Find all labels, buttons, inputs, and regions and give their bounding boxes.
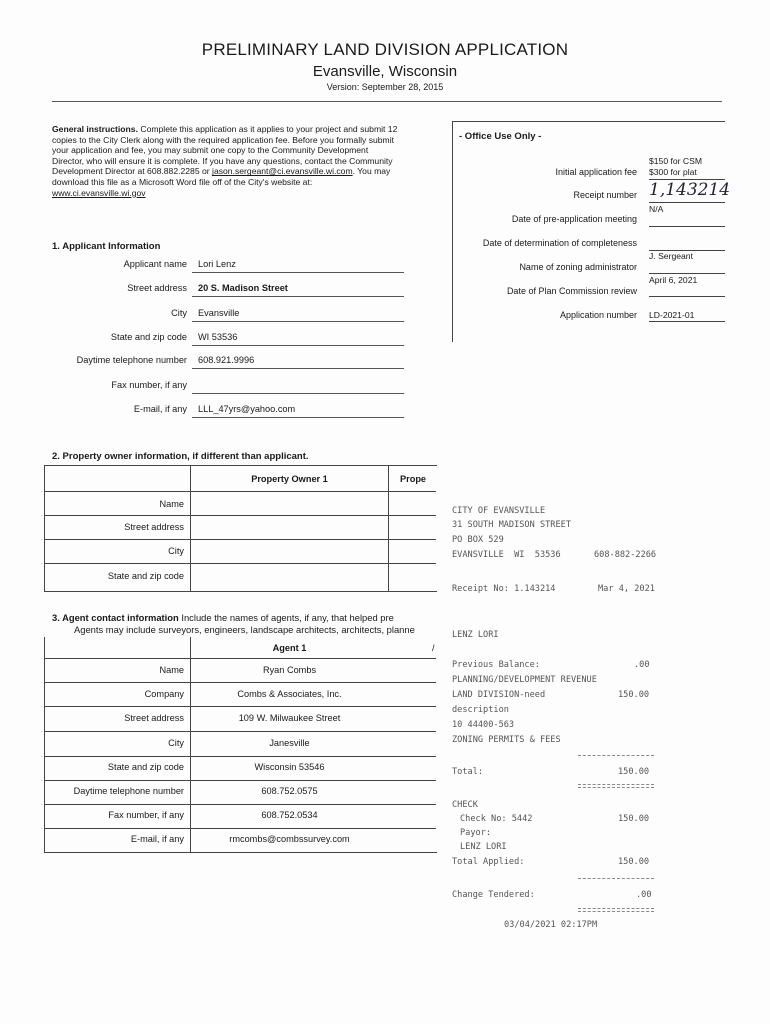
agent-2-header-fragment: / (432, 643, 435, 653)
table-row-divider (44, 539, 436, 540)
office-value-fee: $150 for CSM $300 for plat (649, 156, 703, 177)
page-subtitle: Evansville, Wisconsin (312, 63, 458, 80)
receipt-total-label: Total: (452, 767, 484, 777)
receipt-prev-value: .00 (634, 660, 650, 670)
section3-heading (52, 612, 394, 623)
office-label-zoning-admin: Name of zoning administrator (519, 262, 637, 272)
instructions-website-link[interactable]: www.ci.evansville.wi.gov (52, 187, 146, 198)
owner-name-label: Name (159, 499, 184, 509)
receipt-timestamp: 03/04/2021 02:17PM (504, 920, 598, 930)
state-zip-label: State and zip code (110, 332, 187, 342)
receipt-line1: PLANNING/DEVELOPMENT REVENUE (452, 675, 597, 685)
agent-phone-value[interactable]: 608.752.0575 (261, 786, 318, 796)
agent-1-header: Agent 1 (272, 643, 307, 653)
table-row-divider (44, 828, 436, 829)
field-underline (192, 321, 404, 322)
state-zip-value[interactable]: WI 53536 (198, 332, 238, 342)
instructions-email-link[interactable]: jason.sergeant@ci.evansville.wi.com (212, 166, 353, 177)
receipt-change-label: Change Tendered: (452, 890, 535, 900)
agent-email-value[interactable]: rmcombs@combssurvey.com (229, 834, 350, 844)
agent-state-zip-label: State and zip code (107, 762, 184, 772)
receipt-total-value: 150.00 (618, 767, 650, 777)
fax-label: Fax number, if any (111, 380, 187, 390)
receipt-applied-label: Total Applied: (452, 857, 525, 867)
receipt-applied-value: 150.00 (618, 857, 650, 867)
table-row-divider (44, 658, 436, 659)
office-use-title: - Office Use Only - (459, 131, 542, 142)
email-label: E-mail, if any (133, 404, 187, 414)
field-underline (192, 393, 404, 394)
field-underline (192, 272, 404, 273)
property-owner-1-header: Property Owner 1 (251, 474, 328, 484)
street-address-value[interactable]: 20 S. Madison Street (198, 283, 288, 293)
owner-street-label: Street address (124, 522, 184, 532)
receipt-line2-value: 150.00 (618, 690, 650, 700)
office-underline (649, 273, 725, 274)
section3-heading-rest: Include the names of agents, if any, that helped pre (178, 612, 394, 623)
section3-line2: Agents may include surveyors, engineers, landscape architects, architects, planne (74, 624, 415, 635)
receipt-line3: description (452, 705, 509, 715)
page-title: PRELIMINARY LAND DIVISION APPLICATION (201, 40, 569, 59)
section3-heading-bold: 3. Agent contact information (52, 612, 179, 623)
table-row-divider (44, 706, 436, 707)
office-use-box (452, 121, 731, 342)
property-owner-2-header: Prope (400, 474, 427, 484)
receipt-separator (578, 755, 654, 756)
table-col-divider (388, 465, 389, 591)
office-underline (649, 321, 725, 322)
table-row-divider (44, 515, 436, 516)
owner-city-label: City (168, 546, 184, 556)
office-value-plan-review: April 6, 2021 (649, 275, 698, 285)
table-row-divider (44, 780, 436, 781)
field-underline (192, 368, 404, 369)
office-label-preapp: Date of pre-application meeting (511, 214, 637, 224)
agent-fax-value[interactable]: 608.752.0534 (261, 810, 318, 820)
agent-city-label: City (168, 738, 184, 748)
table-row-divider (44, 804, 436, 805)
office-label-completeness: Date of determination of completeness (482, 238, 637, 248)
receipt-line2: LAND DIVISION-need (452, 690, 546, 700)
section1-heading: 1. Applicant Information (52, 241, 161, 252)
field-underline (192, 345, 404, 346)
phone-label: Daytime telephone number (76, 355, 187, 365)
street-address-label: Street address (127, 283, 187, 293)
receipt-check-value: 150.00 (618, 814, 650, 824)
table-row-divider (44, 682, 436, 683)
office-value-zoning-admin: J. Sergeant (649, 251, 693, 261)
applicant-name-value[interactable]: Lori Lenz (198, 259, 236, 269)
office-underline (649, 296, 725, 297)
table-row-divider (44, 491, 436, 492)
instructions-lead: General instructions. (52, 124, 138, 134)
office-label-plan-review: Date of Plan Commission review (506, 286, 637, 296)
version-text: Version: September 28, 2015 (326, 82, 444, 92)
agent-street-label: Street address (124, 713, 184, 723)
office-label-receipt: Receipt number (573, 190, 637, 200)
receipt-payor-name: LENZ LORI (460, 842, 507, 852)
office-label-fee: Initial application fee (555, 167, 637, 177)
receipt-separator (578, 908, 654, 909)
receipt-change-value: .00 (636, 890, 652, 900)
general-instructions (52, 124, 402, 198)
city-value[interactable]: Evansville (198, 308, 240, 318)
city-label: City (171, 308, 187, 318)
office-underline (649, 226, 725, 227)
office-value-preapp: N/A (649, 204, 664, 214)
agent-company-value[interactable]: Combs & Associates, Inc. (237, 689, 342, 699)
header-divider (52, 101, 722, 102)
receipt-prev-label: Previous Balance: (452, 660, 540, 670)
receipt-phone: 608-882-2266 (594, 550, 657, 560)
table-row-divider (44, 756, 436, 757)
receipt-payor-label: Payor: (460, 828, 492, 838)
field-underline (192, 296, 404, 297)
office-value-app-number: LD-2021-01 (649, 310, 695, 320)
instructions-body: Complete this application as it applies to your project and submit 12 copies to the City Clerk along with the required application fee. Before you formally submit your application and fee, you may submit one copy to the Community Development Director, who will ensure it is complete. If you have any questions, contact the Community Development Director at 608.882.2285 or (52, 124, 398, 177)
agent-fax-label: Fax number, if any (108, 810, 184, 820)
applicant-name-label: Applicant name (123, 259, 187, 269)
receipt-date: Mar 4, 2021 (598, 584, 655, 594)
table-row-divider (44, 731, 436, 732)
phone-value[interactable]: 608.921.9996 (198, 355, 255, 365)
agent-name-label: Name (159, 665, 184, 675)
office-underline (649, 202, 725, 203)
agent-company-label: Company (144, 689, 184, 699)
property-owner-table (44, 465, 437, 592)
agent-city-value[interactable]: Janesville (269, 738, 310, 748)
receipt-line4: 10 44400-563 (452, 720, 515, 730)
receipt-separator (578, 911, 654, 912)
section2-heading: 2. Property owner information, if different than applicant. (52, 451, 309, 462)
receipt-check: CHECK (452, 800, 478, 810)
agent-name-value[interactable]: Ryan Combs (262, 665, 317, 675)
agent-email-label: E-mail, if any (130, 834, 184, 844)
receipt-line5: ZONING PERMITS & FEES (452, 735, 561, 745)
owner-state-zip-label: State and zip code (107, 571, 184, 581)
receipt-separator (578, 878, 654, 879)
receipt-separator (578, 784, 654, 785)
receipt-addr2: 31 SOUTH MADISON STREET (452, 520, 571, 530)
receipt-addr3: PO BOX 529 (452, 535, 504, 545)
table-row-divider (44, 563, 436, 564)
agent-phone-label: Daytime telephone number (73, 786, 184, 796)
agent-street-value[interactable]: 109 W. Milwaukee Street (238, 713, 341, 723)
agent-state-zip-value[interactable]: Wisconsin 53546 (254, 762, 325, 772)
receipt-check-no: Check No: 5442 (460, 814, 533, 824)
receipt-addr1: CITY OF EVANSVILLE (452, 506, 546, 516)
office-value-receipt: 1,143214 (649, 180, 731, 200)
receipt-separator (578, 787, 654, 788)
receipt-payer: LENZ LORI (452, 630, 499, 640)
office-label-app-number: Application number (559, 310, 637, 320)
receipt-number: Receipt No: 1.143214 (452, 584, 556, 594)
instructions-body2: . You may download this file as a Microsoft Word file off of the City's website at: (52, 166, 391, 187)
email-value[interactable]: LLL_47yrs@yahoo.com (198, 404, 296, 414)
field-underline (192, 417, 404, 418)
receipt-addr4: EVANSVILLE WI 53536 (452, 550, 561, 560)
